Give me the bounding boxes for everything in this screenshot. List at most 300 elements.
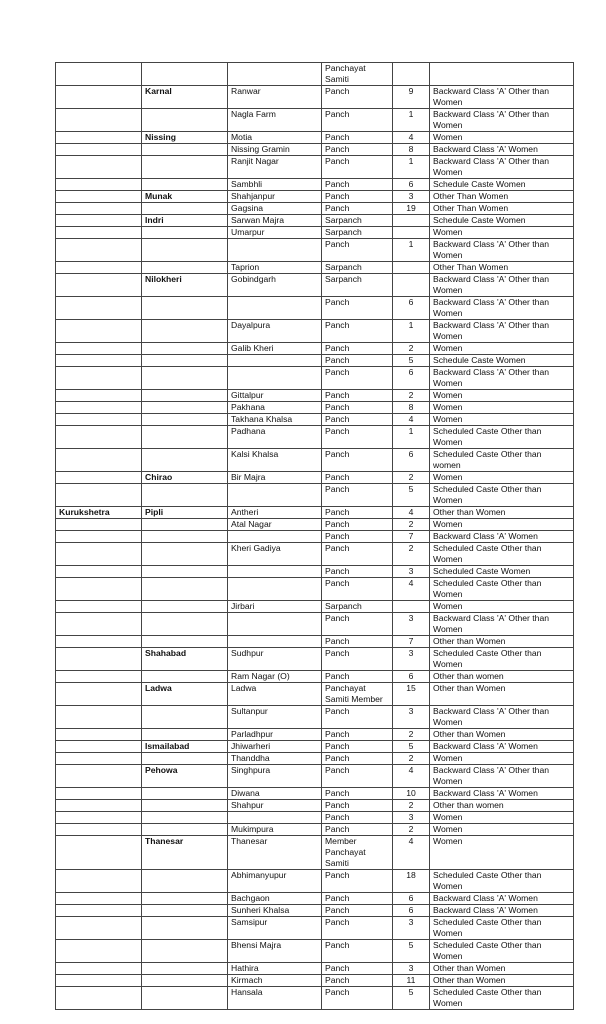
- ward-number-cell: 1: [393, 239, 430, 262]
- table-row: [56, 239, 574, 262]
- village-cell: Hathira: [228, 963, 322, 975]
- post-cell: Panch: [322, 109, 393, 132]
- table-row: [56, 86, 574, 109]
- category-cell: Backward Class 'A' Women: [430, 741, 574, 753]
- post-cell: Panch: [322, 414, 393, 426]
- ward-number-cell: 15: [393, 683, 430, 706]
- category-cell: Scheduled Caste Other than Women: [430, 940, 574, 963]
- category-cell: Scheduled Caste Other than Women: [430, 426, 574, 449]
- post-cell: Panch: [322, 648, 393, 671]
- category-cell: Backward Class 'A' Women: [430, 531, 574, 543]
- post-cell: Panch: [322, 507, 393, 519]
- table-row: [56, 729, 574, 741]
- post-cell: Panch: [322, 86, 393, 109]
- block-cell: [142, 531, 228, 543]
- ward-number-cell: 3: [393, 917, 430, 940]
- village-cell: [228, 578, 322, 601]
- category-cell: Women: [430, 753, 574, 765]
- district-cell: [56, 414, 142, 426]
- table-row: [56, 297, 574, 320]
- category-cell: Other than women: [430, 800, 574, 812]
- village-cell: Singhpura: [228, 765, 322, 788]
- block-cell: [142, 426, 228, 449]
- block-cell: [142, 706, 228, 729]
- block-cell: [142, 519, 228, 531]
- table-row: [56, 191, 574, 203]
- reservation-table: [55, 62, 574, 1010]
- ward-number-cell: [393, 262, 430, 274]
- ward-number-cell: 8: [393, 402, 430, 414]
- district-cell: [56, 836, 142, 870]
- village-cell: Gagsina: [228, 203, 322, 215]
- village-cell: Kheri Gadiya: [228, 543, 322, 566]
- ward-number-cell: [393, 601, 430, 613]
- category-cell: Backward Class 'A' Other than Women: [430, 320, 574, 343]
- post-cell: Panch: [322, 519, 393, 531]
- ward-number-cell: 3: [393, 648, 430, 671]
- category-cell: Backward Class 'A' Other than Women: [430, 706, 574, 729]
- district-cell: [56, 519, 142, 531]
- block-cell: [142, 402, 228, 414]
- post-cell: Sarpanch: [322, 601, 393, 613]
- table-row: [56, 367, 574, 390]
- category-cell: Other than Women: [430, 507, 574, 519]
- ward-number-cell: 2: [393, 800, 430, 812]
- district-cell: [56, 963, 142, 975]
- block-cell: [142, 63, 228, 86]
- table-row: [56, 543, 574, 566]
- ward-number-cell: 5: [393, 940, 430, 963]
- category-cell: Schedule Caste Women: [430, 179, 574, 191]
- district-cell: [56, 144, 142, 156]
- village-cell: Kalsi Khalsa: [228, 449, 322, 472]
- table-row: [56, 507, 574, 519]
- post-cell: Panch: [322, 179, 393, 191]
- village-cell: [228, 613, 322, 636]
- table-row: [56, 227, 574, 239]
- district-cell: [56, 274, 142, 297]
- block-cell: [142, 484, 228, 507]
- district-cell: [56, 132, 142, 144]
- village-cell: Gittalpur: [228, 390, 322, 402]
- block-cell: [142, 203, 228, 215]
- post-cell: Panch: [322, 320, 393, 343]
- district-cell: [56, 729, 142, 741]
- post-cell: Panch: [322, 449, 393, 472]
- post-cell: Panchayat Samiti: [322, 63, 393, 86]
- block-cell: [142, 963, 228, 975]
- table-row: [56, 987, 574, 1010]
- post-cell: Panch: [322, 402, 393, 414]
- block-cell: Munak: [142, 191, 228, 203]
- village-cell: [228, 239, 322, 262]
- village-cell: Shahjanpur: [228, 191, 322, 203]
- village-cell: Nagla Farm: [228, 109, 322, 132]
- ward-number-cell: 6: [393, 297, 430, 320]
- post-cell: Panchayat Samiti Member: [322, 683, 393, 706]
- post-cell: Panch: [322, 812, 393, 824]
- ward-number-cell: 4: [393, 507, 430, 519]
- village-cell: Mukimpura: [228, 824, 322, 836]
- category-cell: Scheduled Caste Other than Women: [430, 648, 574, 671]
- category-cell: Backward Class 'A' Women: [430, 144, 574, 156]
- post-cell: Panch: [322, 132, 393, 144]
- table-row: [56, 262, 574, 274]
- block-cell: [142, 179, 228, 191]
- village-cell: Pakhana: [228, 402, 322, 414]
- village-cell: Bir Majra: [228, 472, 322, 484]
- table-row: [56, 274, 574, 297]
- table-row: [56, 144, 574, 156]
- post-cell: Panch: [322, 297, 393, 320]
- village-cell: Sudhpur: [228, 648, 322, 671]
- ward-number-cell: 1: [393, 156, 430, 179]
- category-cell: Backward Class 'A' Other than Women: [430, 765, 574, 788]
- village-cell: Galib Kheri: [228, 343, 322, 355]
- category-cell: Women: [430, 132, 574, 144]
- post-cell: Panch: [322, 484, 393, 507]
- category-cell: Backward Class 'A' Other than Women: [430, 297, 574, 320]
- district-cell: [56, 741, 142, 753]
- table-row: [56, 390, 574, 402]
- block-cell: [142, 800, 228, 812]
- post-cell: Panch: [322, 671, 393, 683]
- district-cell: [56, 601, 142, 613]
- village-cell: Gobindgarh: [228, 274, 322, 297]
- village-cell: Ram Nagar (O): [228, 671, 322, 683]
- category-cell: Scheduled Caste Other than Women: [430, 987, 574, 1010]
- block-cell: [142, 975, 228, 987]
- ward-number-cell: 4: [393, 414, 430, 426]
- village-cell: Ranwar: [228, 86, 322, 109]
- ward-number-cell: 3: [393, 706, 430, 729]
- ward-number-cell: [393, 215, 430, 227]
- reservation-table-page: [55, 62, 573, 1010]
- table-row: [56, 836, 574, 870]
- block-cell: [142, 824, 228, 836]
- category-cell: Backward Class 'A' Other than Women: [430, 367, 574, 390]
- block-cell: [142, 543, 228, 566]
- ward-number-cell: 5: [393, 484, 430, 507]
- post-cell: Panch: [322, 706, 393, 729]
- category-cell: Schedule Caste Women: [430, 355, 574, 367]
- post-cell: Panch: [322, 893, 393, 905]
- table-row: [56, 601, 574, 613]
- block-cell: Ismailabad: [142, 741, 228, 753]
- district-cell: [56, 203, 142, 215]
- table-row: [56, 812, 574, 824]
- ward-number-cell: 10: [393, 788, 430, 800]
- village-cell: Parladhpur: [228, 729, 322, 741]
- village-cell: Diwana: [228, 788, 322, 800]
- post-cell: Panch: [322, 543, 393, 566]
- ward-number-cell: 6: [393, 367, 430, 390]
- village-cell: Padhana: [228, 426, 322, 449]
- district-cell: [56, 917, 142, 940]
- table-row: [56, 343, 574, 355]
- ward-number-cell: 6: [393, 179, 430, 191]
- block-cell: Ladwa: [142, 683, 228, 706]
- village-cell: Umarpur: [228, 227, 322, 239]
- table-row: [56, 648, 574, 671]
- ward-number-cell: 3: [393, 566, 430, 578]
- district-cell: [56, 543, 142, 566]
- ward-number-cell: 6: [393, 449, 430, 472]
- table-row: [56, 788, 574, 800]
- ward-number-cell: 2: [393, 472, 430, 484]
- ward-number-cell: 2: [393, 824, 430, 836]
- table-row: [56, 613, 574, 636]
- table-row: [56, 531, 574, 543]
- village-cell: Nissing Gramin: [228, 144, 322, 156]
- district-cell: [56, 239, 142, 262]
- village-cell: Sambhli: [228, 179, 322, 191]
- village-cell: Thanesar: [228, 836, 322, 870]
- block-cell: Nissing: [142, 132, 228, 144]
- category-cell: Scheduled Caste Other than Women: [430, 484, 574, 507]
- post-cell: Panch: [322, 917, 393, 940]
- district-cell: [56, 343, 142, 355]
- ward-number-cell: 7: [393, 531, 430, 543]
- village-cell: [228, 367, 322, 390]
- block-cell: [142, 753, 228, 765]
- district-cell: [56, 63, 142, 86]
- district-cell: [56, 156, 142, 179]
- post-cell: Panch: [322, 367, 393, 390]
- table-row: [56, 905, 574, 917]
- ward-number-cell: 3: [393, 812, 430, 824]
- post-cell: Panch: [322, 765, 393, 788]
- block-cell: [142, 297, 228, 320]
- block-cell: [142, 414, 228, 426]
- category-cell: [430, 63, 574, 86]
- district-cell: [56, 987, 142, 1010]
- ward-number-cell: 4: [393, 132, 430, 144]
- post-cell: Panch: [322, 987, 393, 1010]
- village-cell: Sarwan Majra: [228, 215, 322, 227]
- category-cell: Scheduled Caste Other than Women: [430, 917, 574, 940]
- ward-number-cell: 2: [393, 729, 430, 741]
- district-cell: [56, 531, 142, 543]
- table-row: [56, 741, 574, 753]
- category-cell: Other Than Women: [430, 262, 574, 274]
- post-cell: Sarpanch: [322, 262, 393, 274]
- district-cell: [56, 566, 142, 578]
- village-cell: Abhimanyupur: [228, 870, 322, 893]
- district-cell: [56, 788, 142, 800]
- block-cell: [142, 109, 228, 132]
- block-cell: [142, 788, 228, 800]
- ward-number-cell: 5: [393, 741, 430, 753]
- district-cell: [56, 975, 142, 987]
- block-cell: [142, 566, 228, 578]
- ward-number-cell: 1: [393, 426, 430, 449]
- village-cell: Jirbari: [228, 601, 322, 613]
- village-cell: Bhensi Majra: [228, 940, 322, 963]
- table-row: [56, 472, 574, 484]
- category-cell: Other Than Women: [430, 203, 574, 215]
- block-cell: Pipli: [142, 507, 228, 519]
- table-row: [56, 753, 574, 765]
- ward-number-cell: 2: [393, 519, 430, 531]
- category-cell: Women: [430, 414, 574, 426]
- category-cell: Backward Class 'A' Other than Women: [430, 86, 574, 109]
- post-cell: Panch: [322, 191, 393, 203]
- village-cell: Ladwa: [228, 683, 322, 706]
- ward-number-cell: 2: [393, 543, 430, 566]
- district-cell: [56, 636, 142, 648]
- table-row: [56, 975, 574, 987]
- table-row: [56, 824, 574, 836]
- table-row: [56, 156, 574, 179]
- post-cell: Panch: [322, 788, 393, 800]
- district-cell: [56, 940, 142, 963]
- category-cell: Backward Class 'A' Other than Women: [430, 156, 574, 179]
- block-cell: [142, 578, 228, 601]
- block-cell: Indri: [142, 215, 228, 227]
- ward-number-cell: 4: [393, 578, 430, 601]
- table-row: [56, 671, 574, 683]
- block-cell: Karnal: [142, 86, 228, 109]
- table-row: [56, 203, 574, 215]
- post-cell: Panch: [322, 870, 393, 893]
- ward-number-cell: 5: [393, 987, 430, 1010]
- table-body: [56, 63, 574, 1010]
- district-cell: [56, 648, 142, 671]
- ward-number-cell: [393, 227, 430, 239]
- table-row: [56, 765, 574, 788]
- table-row: [56, 519, 574, 531]
- ward-number-cell: 4: [393, 836, 430, 870]
- category-cell: Women: [430, 227, 574, 239]
- post-cell: Panch: [322, 390, 393, 402]
- block-cell: [142, 987, 228, 1010]
- village-cell: [228, 566, 322, 578]
- ward-number-cell: 6: [393, 671, 430, 683]
- table-row: [56, 402, 574, 414]
- village-cell: [228, 484, 322, 507]
- ward-number-cell: 3: [393, 613, 430, 636]
- ward-number-cell: 18: [393, 870, 430, 893]
- district-cell: [56, 86, 142, 109]
- category-cell: Backward Class 'A' Other than Women: [430, 239, 574, 262]
- block-cell: [142, 636, 228, 648]
- category-cell: Other than Women: [430, 729, 574, 741]
- category-cell: Other than Women: [430, 975, 574, 987]
- block-cell: [142, 390, 228, 402]
- post-cell: Panch: [322, 472, 393, 484]
- table-row: [56, 484, 574, 507]
- category-cell: Women: [430, 472, 574, 484]
- village-cell: [228, 636, 322, 648]
- ward-number-cell: 3: [393, 191, 430, 203]
- post-cell: Panch: [322, 905, 393, 917]
- ward-number-cell: 5: [393, 355, 430, 367]
- ward-number-cell: 6: [393, 893, 430, 905]
- table-row: [56, 636, 574, 648]
- district-cell: [56, 753, 142, 765]
- village-cell: Takhana Khalsa: [228, 414, 322, 426]
- ward-number-cell: 9: [393, 86, 430, 109]
- district-cell: [56, 227, 142, 239]
- block-cell: [142, 671, 228, 683]
- block-cell: [142, 227, 228, 239]
- post-cell: Panch: [322, 613, 393, 636]
- district-cell: [56, 472, 142, 484]
- table-row: [56, 63, 574, 86]
- table-row: [56, 683, 574, 706]
- block-cell: Shahabad: [142, 648, 228, 671]
- table-row: [56, 578, 574, 601]
- ward-number-cell: 2: [393, 753, 430, 765]
- village-cell: Hansala: [228, 987, 322, 1010]
- block-cell: [142, 156, 228, 179]
- table-row: [56, 132, 574, 144]
- table-row: [56, 179, 574, 191]
- ward-number-cell: 2: [393, 343, 430, 355]
- village-cell: Ranjit Nagar: [228, 156, 322, 179]
- ward-number-cell: [393, 63, 430, 86]
- category-cell: Backward Class 'A' Women: [430, 788, 574, 800]
- village-cell: [228, 355, 322, 367]
- ward-number-cell: 1: [393, 320, 430, 343]
- district-cell: [56, 109, 142, 132]
- category-cell: Women: [430, 601, 574, 613]
- village-cell: Antheri: [228, 507, 322, 519]
- block-cell: [142, 239, 228, 262]
- district-cell: [56, 905, 142, 917]
- post-cell: Panch: [322, 800, 393, 812]
- block-cell: [142, 893, 228, 905]
- post-cell: Panch: [322, 578, 393, 601]
- post-cell: Panch: [322, 343, 393, 355]
- post-cell: Panch: [322, 636, 393, 648]
- category-cell: Scheduled Caste Other than Women: [430, 543, 574, 566]
- ward-number-cell: 7: [393, 636, 430, 648]
- village-cell: Motia: [228, 132, 322, 144]
- post-cell: Panch: [322, 144, 393, 156]
- table-row: [56, 566, 574, 578]
- post-cell: Member Panchayat Samiti: [322, 836, 393, 870]
- ward-number-cell: 6: [393, 905, 430, 917]
- table-row: [56, 893, 574, 905]
- block-cell: [142, 449, 228, 472]
- district-cell: [56, 297, 142, 320]
- table-row: [56, 215, 574, 227]
- table-row: [56, 917, 574, 940]
- table-row: [56, 449, 574, 472]
- ward-number-cell: 19: [393, 203, 430, 215]
- post-cell: Panch: [322, 203, 393, 215]
- block-cell: [142, 367, 228, 390]
- category-cell: Other than Women: [430, 683, 574, 706]
- district-cell: [56, 812, 142, 824]
- village-cell: [228, 812, 322, 824]
- district-cell: [56, 870, 142, 893]
- table-row: [56, 706, 574, 729]
- block-cell: [142, 601, 228, 613]
- table-row: [56, 414, 574, 426]
- category-cell: Women: [430, 402, 574, 414]
- district-cell: [56, 765, 142, 788]
- table-row: [56, 940, 574, 963]
- post-cell: Panch: [322, 729, 393, 741]
- post-cell: Panch: [322, 239, 393, 262]
- district-cell: [56, 426, 142, 449]
- block-cell: [142, 729, 228, 741]
- post-cell: Sarpanch: [322, 227, 393, 239]
- category-cell: Women: [430, 390, 574, 402]
